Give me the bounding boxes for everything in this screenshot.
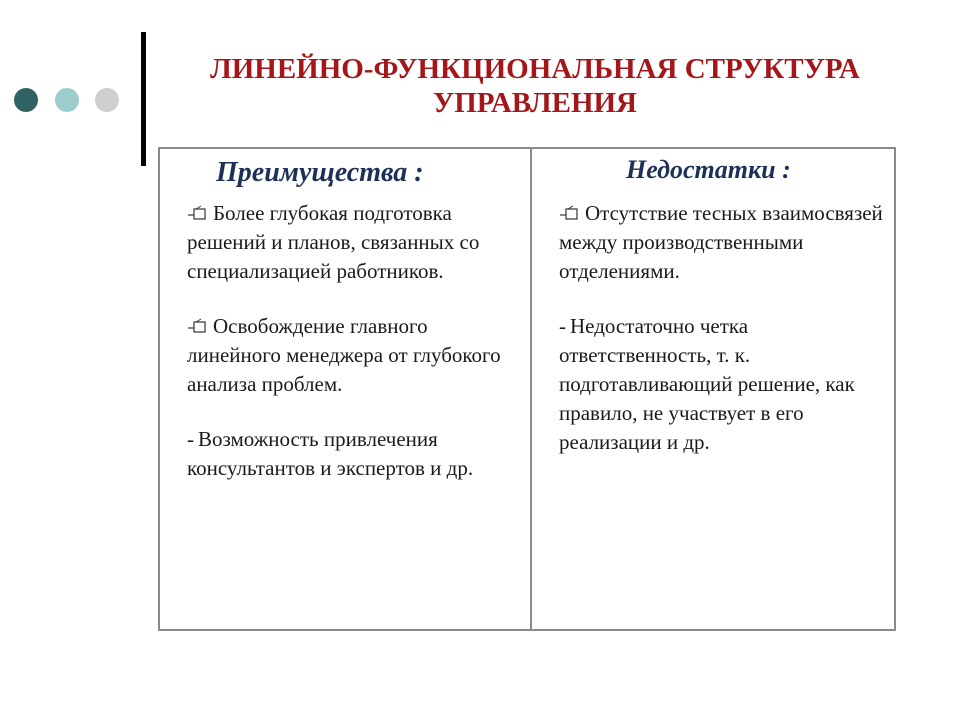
advantage-item-2-text: Освобождение главного линейного менеджера от глубокого анализа проблем.	[187, 314, 501, 396]
slide-title-line-1: ЛИНЕЙНО-ФУНКЦИОНАЛЬНАЯ СТРУКТУРА	[210, 53, 860, 85]
bullet-icon	[559, 205, 579, 221]
slide-title	[160, 52, 910, 120]
advantage-item-1-text: Более глубокая подготовка решений и планов, связанных со специализацией работников.	[187, 201, 480, 283]
advantages-column	[160, 149, 530, 629]
disadvantage-item-1	[559, 199, 886, 286]
decorative-dot-gray	[95, 88, 119, 112]
decorative-vertical-line	[141, 32, 146, 166]
comparison-table	[158, 147, 896, 631]
bullet-icon	[187, 318, 207, 334]
dash-marker: -	[559, 314, 566, 338]
advantage-item-2	[187, 312, 522, 399]
disadvantages-column	[532, 149, 894, 629]
dash-marker: -	[187, 427, 194, 451]
disadvantage-item-1-text: Отсутствие тесных взаимосвязей между производственными отделениями.	[559, 201, 883, 283]
decorative-dot-dark	[14, 88, 38, 112]
bullet-icon	[187, 205, 207, 221]
advantage-item-3	[187, 425, 522, 483]
decorative-dot-light	[55, 88, 79, 112]
slide-title-line-2: УПРАВЛЕНИЯ	[432, 87, 638, 119]
disadvantage-item-2-text: Недостаточно четка ответственность, т. к. подготавливающий решение, как правило, не участвует в его реализации и др.	[559, 314, 855, 454]
advantage-item-3-text: Возможность привлечения консультантов и экспертов и др.	[187, 427, 474, 480]
disadvantage-item-2	[559, 312, 886, 457]
advantages-heading: Преимущества :	[216, 157, 424, 188]
disadvantages-heading: Недостатки :	[626, 155, 791, 184]
advantage-item-1	[187, 199, 522, 286]
